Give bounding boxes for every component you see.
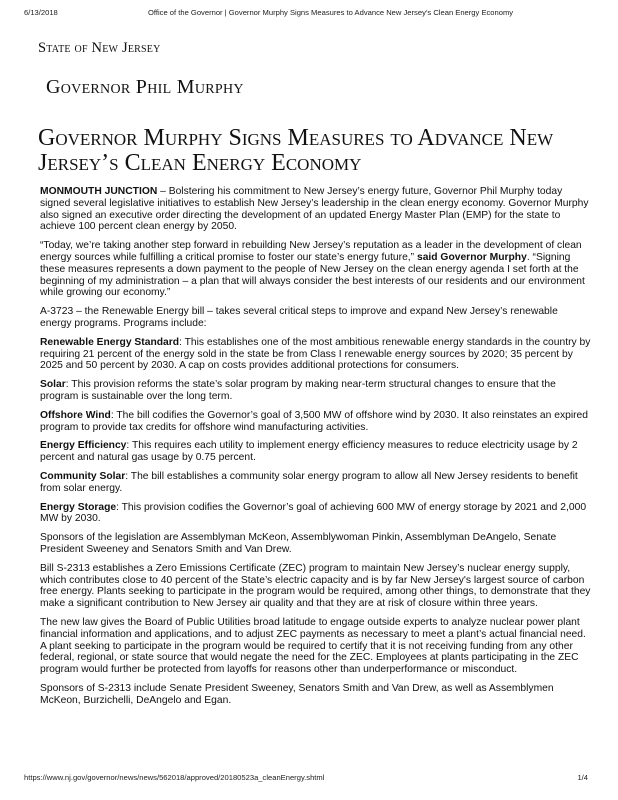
program-item — [40, 440, 592, 464]
program-term: Energy Storage — [40, 501, 117, 513]
print-url: https://www.nj.gov/governor/news/news/562018/approved/20180523a_cleanEnergy.shtml — [24, 773, 325, 782]
paragraph-bill-a3723: A-3723 – the Renewable Energy bill – takes several critical steps to improve and expand New Jersey’s renewable energy programs. Programs include: — [40, 306, 558, 329]
program-text: : This requires each utility to implement energy efficiency measures to reduce electricity usage by 2 percent and natural gas usage by 0.75 percent. — [40, 440, 578, 464]
program-item — [40, 471, 592, 495]
article-body — [40, 186, 592, 713]
program-term: Offshore Wind — [40, 409, 111, 421]
paragraph-bpu-latitude: The new law gives the Board of Public Utilities broad latitude to engage outside experts to analyze nuclear power plant financial information and applications, and to adjust ZEC payments as necessary to meet a plant’s actual financial need. A plant seeking to participate in the program would be required to certify that it is not receiving funding from any other federal, regional, or state source that would negate the need for the ZEC. Employees at plants participating in the ZEC program would further be protected from layoffs for reasons other than underperformance or misconduct. — [40, 616, 586, 676]
paragraph-zec-program: Bill S-2313 establishes a Zero Emissions Certificate (ZEC) program to maintain New Jersey’s nuclear energy supply, which contributes close to 40 percent of the State’s electric capacity and is by far New Jersey's largest source of carbon free energy. Plants seeking to participate in the program would be required, among other things, to demonstrate that they make a significant contribution to New Jersey air quality and that they are at risk of closure within three years. — [40, 562, 591, 610]
paragraph-quote — [40, 240, 592, 299]
program-term: Energy Efficiency — [40, 440, 127, 452]
article-headline: Governor Murphy Signs Measures to Advance New Jersey’s Clean Energy Economy — [38, 125, 554, 176]
program-text: : This provision codifies the Governor’s goal of achieving 600 MW of energy storage by 2021 and 2,000 MW by 2030. — [40, 501, 587, 525]
dateline: MONMOUTH JUNCTION — [40, 186, 158, 197]
program-item — [40, 502, 592, 526]
print-page-number: 1/4 — [577, 773, 588, 782]
program-item — [40, 379, 592, 403]
program-text: : This establishes one of the most ambitious renewable energy standards in the country by requiring 21 percent of the energy sold in the state be from Class I renewable energy sources by 2020; 35 percent by 2025 and 50 percent by 2030. A cap on costs provides additional protections for consumers. — [40, 336, 591, 372]
program-item — [40, 410, 592, 434]
program-term: Renewable Energy Standard — [40, 336, 180, 348]
paragraph-sponsors-legislation: Sponsors of the legislation are Assemblyman McKeon, Assemblywoman Pinkin, Assemblyman DeAngelo, Senate President Sweeney and Senators Smith and Van Drew. — [40, 532, 557, 555]
program-term: Solar — [40, 379, 66, 391]
print-header — [24, 8, 594, 20]
program-term: Community Solar — [40, 470, 126, 482]
program-text: : This provision reforms the state’s solar program by making near-term structural changes to ensure that the program is sustainable over the long term. — [40, 379, 556, 402]
quote-text-2: . “Signing these measures represents a down payment to the people of New Jersey on the clean energy agenda I set forth at the beginning of my administration – a plan that will always consider the best interests of our residents and our environment while growing our economy.” — [40, 251, 585, 299]
program-text: : The bill establishes a community solar energy program to allow all New Jersey residents to benefit from solar energy. — [40, 470, 578, 494]
quote-text-1: “Today, we’re taking another step forward in rebuilding New Jersey’s reputation as a leader in the development of clean energy sources while fulfilling a critical promise to foster our state’s energy future,” — [40, 240, 582, 263]
intro-text: – Bolstering his commitment to New Jersey’s energy future, Governor Phil Murphy today signed several legislative initiatives to establish New Jersey’s leadership in the clean energy economy. Governor Murphy also signed an executive order directing the development of an updated Energy Master Plan (EMP) for the state to achieve 100 percent clean energy by 2050. — [40, 186, 589, 233]
paragraph-intro — [40, 186, 592, 233]
governor-phil-murphy-link[interactable]: Governor Phil Murphy — [46, 76, 244, 98]
program-item — [40, 337, 592, 372]
quote-attribution: said Governor Murphy — [414, 251, 527, 263]
print-page-title: Office of the Governor | Governor Murphy Signs Measures to Advance New Jersey’s Clean Energy Economy — [148, 8, 514, 17]
program-text: : The bill codifies the Governor’s goal of 3,500 MW of offshore wind by 2030. It also reinstates an expired program to provide tax credits for offshore wind manufacturing activities. — [40, 409, 589, 433]
paragraph-sponsors-s2313: Sponsors of S-2313 include Senate President Sweeney, Senators Smith and Van Drew, as well as Assemblymen McKeon, Burzichelli, DeAngelo and Egan. — [40, 682, 554, 706]
print-footer — [24, 773, 594, 785]
state-of-new-jersey-link[interactable]: State of New Jersey — [38, 40, 161, 56]
print-date: 6/13/2018 — [24, 8, 58, 17]
